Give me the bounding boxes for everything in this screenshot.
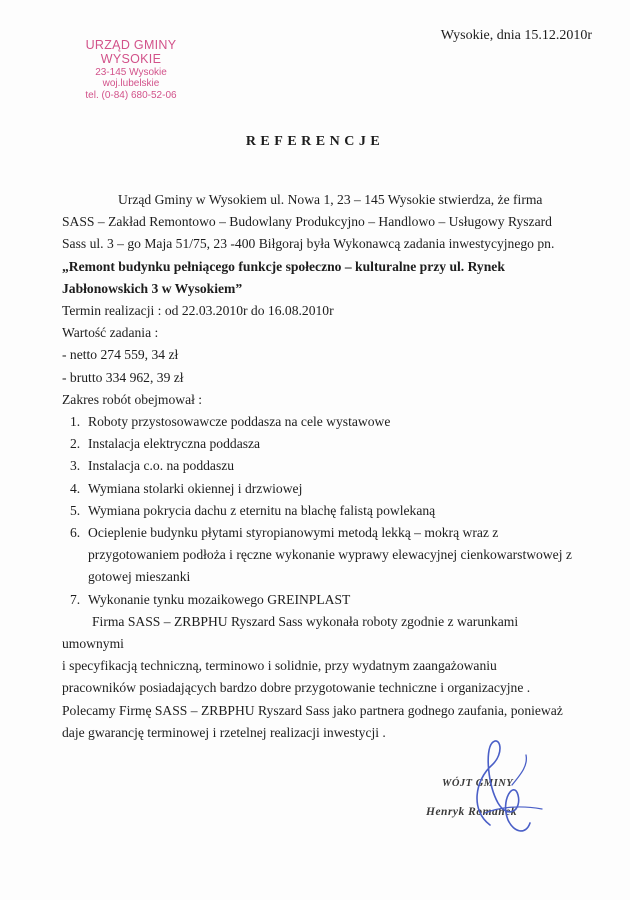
recommendation-line-1: Polecamy Firmę SASS – ZRBPHU Ryszard Sass jako partnera godnego zaufania, ponieważ — [62, 702, 563, 718]
scope-list — [62, 411, 582, 611]
list-item-text: Instalacja c.o. na poddaszu — [88, 458, 235, 474]
scope-label: Zakres robót obejmował : — [62, 391, 203, 407]
project-name-line-1: „Remont budynku pełniącego funkcje społeczno – kulturalne przy ul. Rynek — [62, 258, 505, 274]
value-net: - netto 274 559, 34 zł — [62, 347, 179, 363]
realization-term: Termin realizacji : od 22.03.2010r do 16.08.2010r — [62, 303, 334, 319]
list-item-text: Roboty przystosowawcze poddasza na cele wystawowe — [88, 414, 391, 430]
list-item-text: Wykonanie tynku mozaikowego GREINPLAST — [88, 591, 351, 607]
project-name-line-2: Jabłonowskich 3 w Wysokiem” — [62, 280, 243, 296]
list-item — [62, 411, 582, 433]
list-item — [62, 500, 582, 522]
office-stamp — [56, 38, 206, 101]
list-item-text-line-2: przygotowaniem podłoża i ręczne wykonanie wyprawy elewacyjnej cienkowarstwowej z — [88, 547, 572, 563]
signature-office: WÓJT GMINY — [442, 778, 514, 789]
list-item-number: 1. — [70, 414, 81, 430]
list-item — [62, 455, 582, 477]
intro-line-1: Urząd Gminy w Wysokiem ul. Nowa 1, 23 – 145 Wysokie stwierdza, że firma — [118, 192, 543, 207]
list-item — [62, 478, 582, 500]
document-title: REFERENCJE — [245, 134, 385, 149]
intro-line-3: Sass ul. 3 – go Maja 51/75, 23 -400 Biłgoraj była Wykonawcą zadania inwestycyjnego pn. — [62, 236, 555, 252]
list-item-number: 3. — [70, 458, 81, 474]
list-item — [62, 522, 582, 589]
handwritten-signature — [430, 725, 570, 845]
list-item — [62, 589, 582, 611]
document-date: Wysokie, dnia 15.12.2010r — [440, 28, 592, 43]
list-item — [62, 433, 582, 455]
list-item-text: Wymiana stolarki okiennej i drzwiowej — [88, 480, 303, 496]
recommendation-line-2: daje gwarancję terminowej i rzetelnej realizacji inwestycji . — [62, 724, 386, 740]
value-gross: - brutto 334 962, 39 zł — [62, 369, 184, 385]
list-item-number: 5. — [70, 502, 81, 518]
list-item-number: 2. — [70, 436, 81, 452]
list-item-text-line-3: gotowej mieszanki — [88, 569, 191, 585]
value-label: Wartość zadania : — [62, 325, 159, 341]
list-item-number: 4. — [70, 480, 81, 496]
stamp-phone: tel. (0-84) 680-52-06 — [85, 89, 177, 101]
list-item-number: 7. — [70, 591, 81, 607]
stamp-province: woj.lubelskie — [102, 78, 160, 90]
intro-line-2: SASS – Zakład Remontowo – Budowlany Produkcyjno – Handlowo – Usługowy Ryszard — [62, 214, 552, 230]
closing-line-3: pracowników posiadających bardzo dobre przygotowanie techniczne i organizacyjne . — [62, 680, 531, 696]
stamp-office-name: URZĄD GMINY WYSOKIE — [85, 38, 177, 67]
list-item-text-line-1: Ocieplenie budynku płytami styropianowymi metodą lekką – mokrą wraz z — [88, 525, 499, 541]
closing-line-2: i specyfikacją techniczną, terminowo i solidnie, przy wydatnym zaangażowaniu — [62, 658, 497, 674]
document-body — [62, 189, 582, 744]
list-item-number: 6. — [70, 525, 81, 541]
list-item-text: Wymiana pokrycia dachu z eternitu na blachę falistą powlekaną — [88, 502, 436, 518]
stamp-postal: 23-145 Wysokie — [95, 66, 167, 78]
list-item-text: Instalacja elektryczna poddasza — [88, 436, 261, 452]
closing-line-1: Firma SASS – ZRBPHU Ryszard Sass wykonała roboty zgodnie z warunkami umownymi — [62, 613, 519, 652]
signature-person: Henryk Romanek — [426, 806, 518, 818]
